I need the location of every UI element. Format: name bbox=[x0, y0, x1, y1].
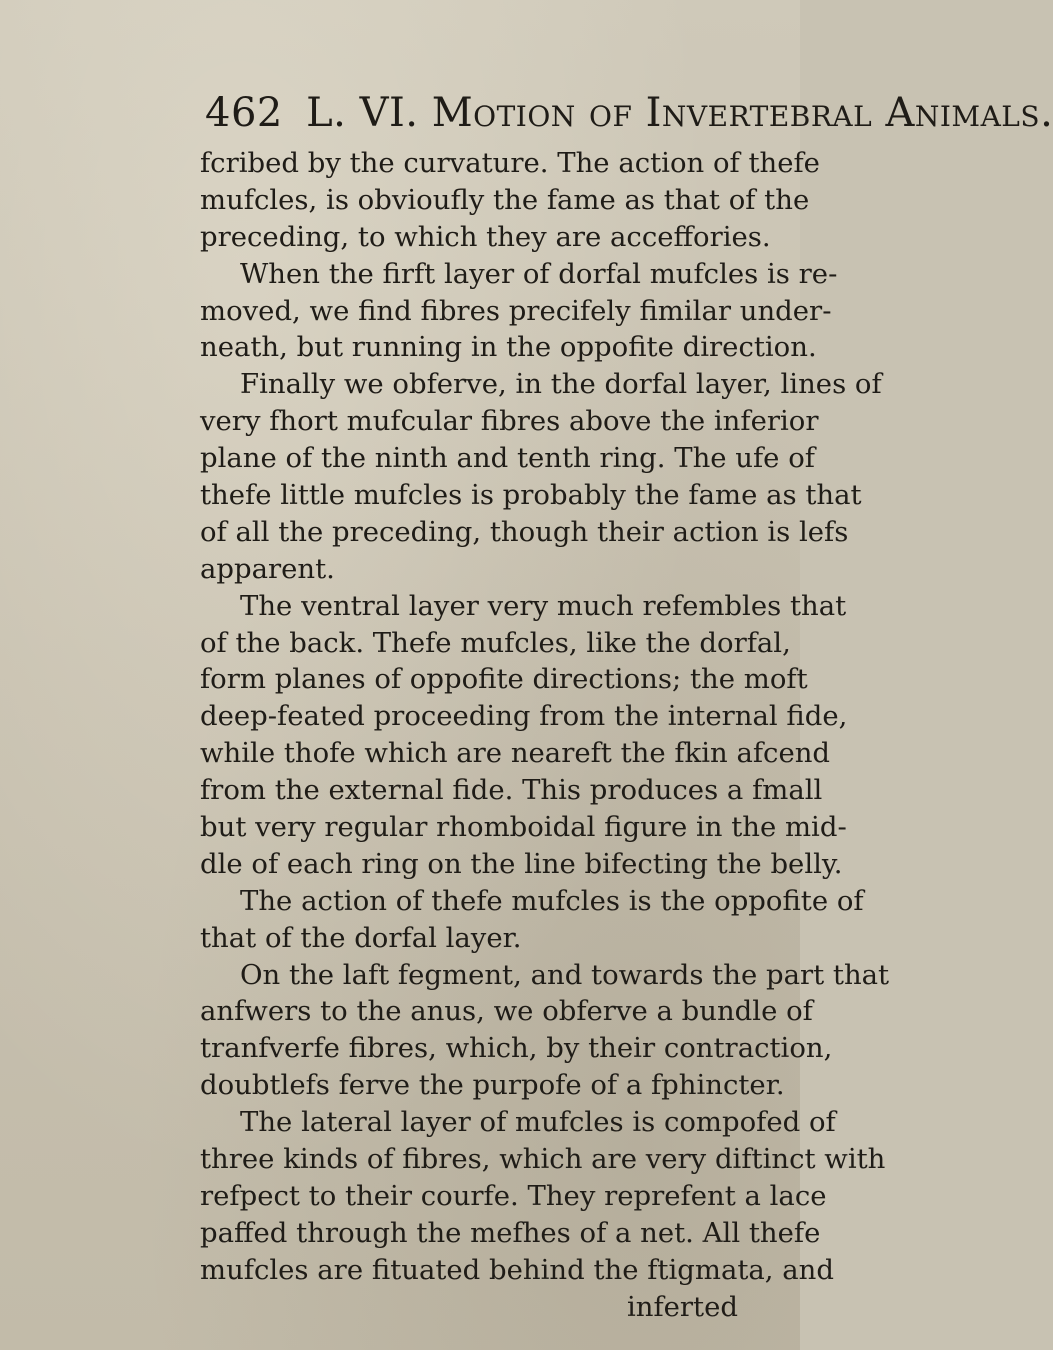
text-line: tranfverfe fibres, which, by their contraction, bbox=[200, 1032, 833, 1065]
running-title: L. VI. Motion of Invertebral Animals. bbox=[306, 90, 1053, 136]
text-line: mufcles are fituated behind the ftigmata, and bbox=[200, 1253, 834, 1286]
text-line: The ventral layer very much refembles that bbox=[240, 589, 847, 622]
text-line: moved, we find fibres precifely fimilar under- bbox=[200, 294, 832, 327]
text-line: very fhort mufcular fibres above the inferior bbox=[200, 405, 819, 438]
text-line: but very regular rhomboidal figure in the mid- bbox=[200, 811, 847, 844]
text-line: When the firft layer of dorfal mufcles is re- bbox=[240, 257, 838, 290]
text-line: The action of thefe mufcles is the oppofite of bbox=[240, 884, 864, 917]
text-line: neath, but running in the oppofite direction. bbox=[200, 331, 817, 364]
text-line: fcribed by the curvature. The action of thefe bbox=[200, 147, 820, 179]
text-line: while thofe which are neareft the fkin afcend bbox=[200, 737, 831, 770]
text-line: of all the preceding, though their action is lefs bbox=[200, 515, 849, 548]
text-line: The lateral layer of mufcles is compofed of bbox=[240, 1106, 836, 1139]
text-line: three kinds of fibres, which are very diftinct with bbox=[200, 1143, 886, 1176]
catchword: inferted bbox=[626, 1290, 738, 1323]
text-line: preceding, to which they are acceffories. bbox=[200, 220, 771, 253]
text-line: deep-feated proceeding from the internal fide, bbox=[200, 700, 848, 733]
text-line: On the laft fegment, and towards the part that bbox=[240, 958, 890, 991]
page-number: 462 bbox=[205, 90, 283, 136]
text-line: refpect to their courfe. They reprefent a lace bbox=[200, 1179, 827, 1212]
text-line: thefe little mufcles is probably the fame as that bbox=[200, 479, 862, 512]
text-line: form planes of oppofite directions; the moft bbox=[200, 663, 808, 696]
running-header bbox=[205, 88, 1053, 138]
text-line: plane of the ninth and tenth ring. The ufe of bbox=[200, 442, 815, 475]
text-line: paffed through the mefhes of a net. All thefe bbox=[200, 1216, 821, 1249]
text-line: of the back. Thefe mufcles, like the dorfal, bbox=[200, 626, 791, 659]
text-line: doubtlefs ferve the purpofe of a fphincter. bbox=[200, 1069, 785, 1102]
text-line: mufcles, is obvioufly the fame as that of the bbox=[200, 183, 810, 216]
text-line: Finally we obferve, in the dorfal layer, lines of bbox=[240, 368, 882, 401]
text-line: anfwers to the anus, we obferve a bundle of bbox=[200, 995, 813, 1028]
text-line: from the external fide. This produces a fmall bbox=[200, 774, 823, 807]
text-line: dle of each ring on the line bifecting the belly. bbox=[200, 847, 843, 880]
text-line: apparent. bbox=[200, 552, 335, 585]
text-line: that of the dorfal layer. bbox=[200, 921, 522, 954]
body-text bbox=[200, 145, 890, 1326]
